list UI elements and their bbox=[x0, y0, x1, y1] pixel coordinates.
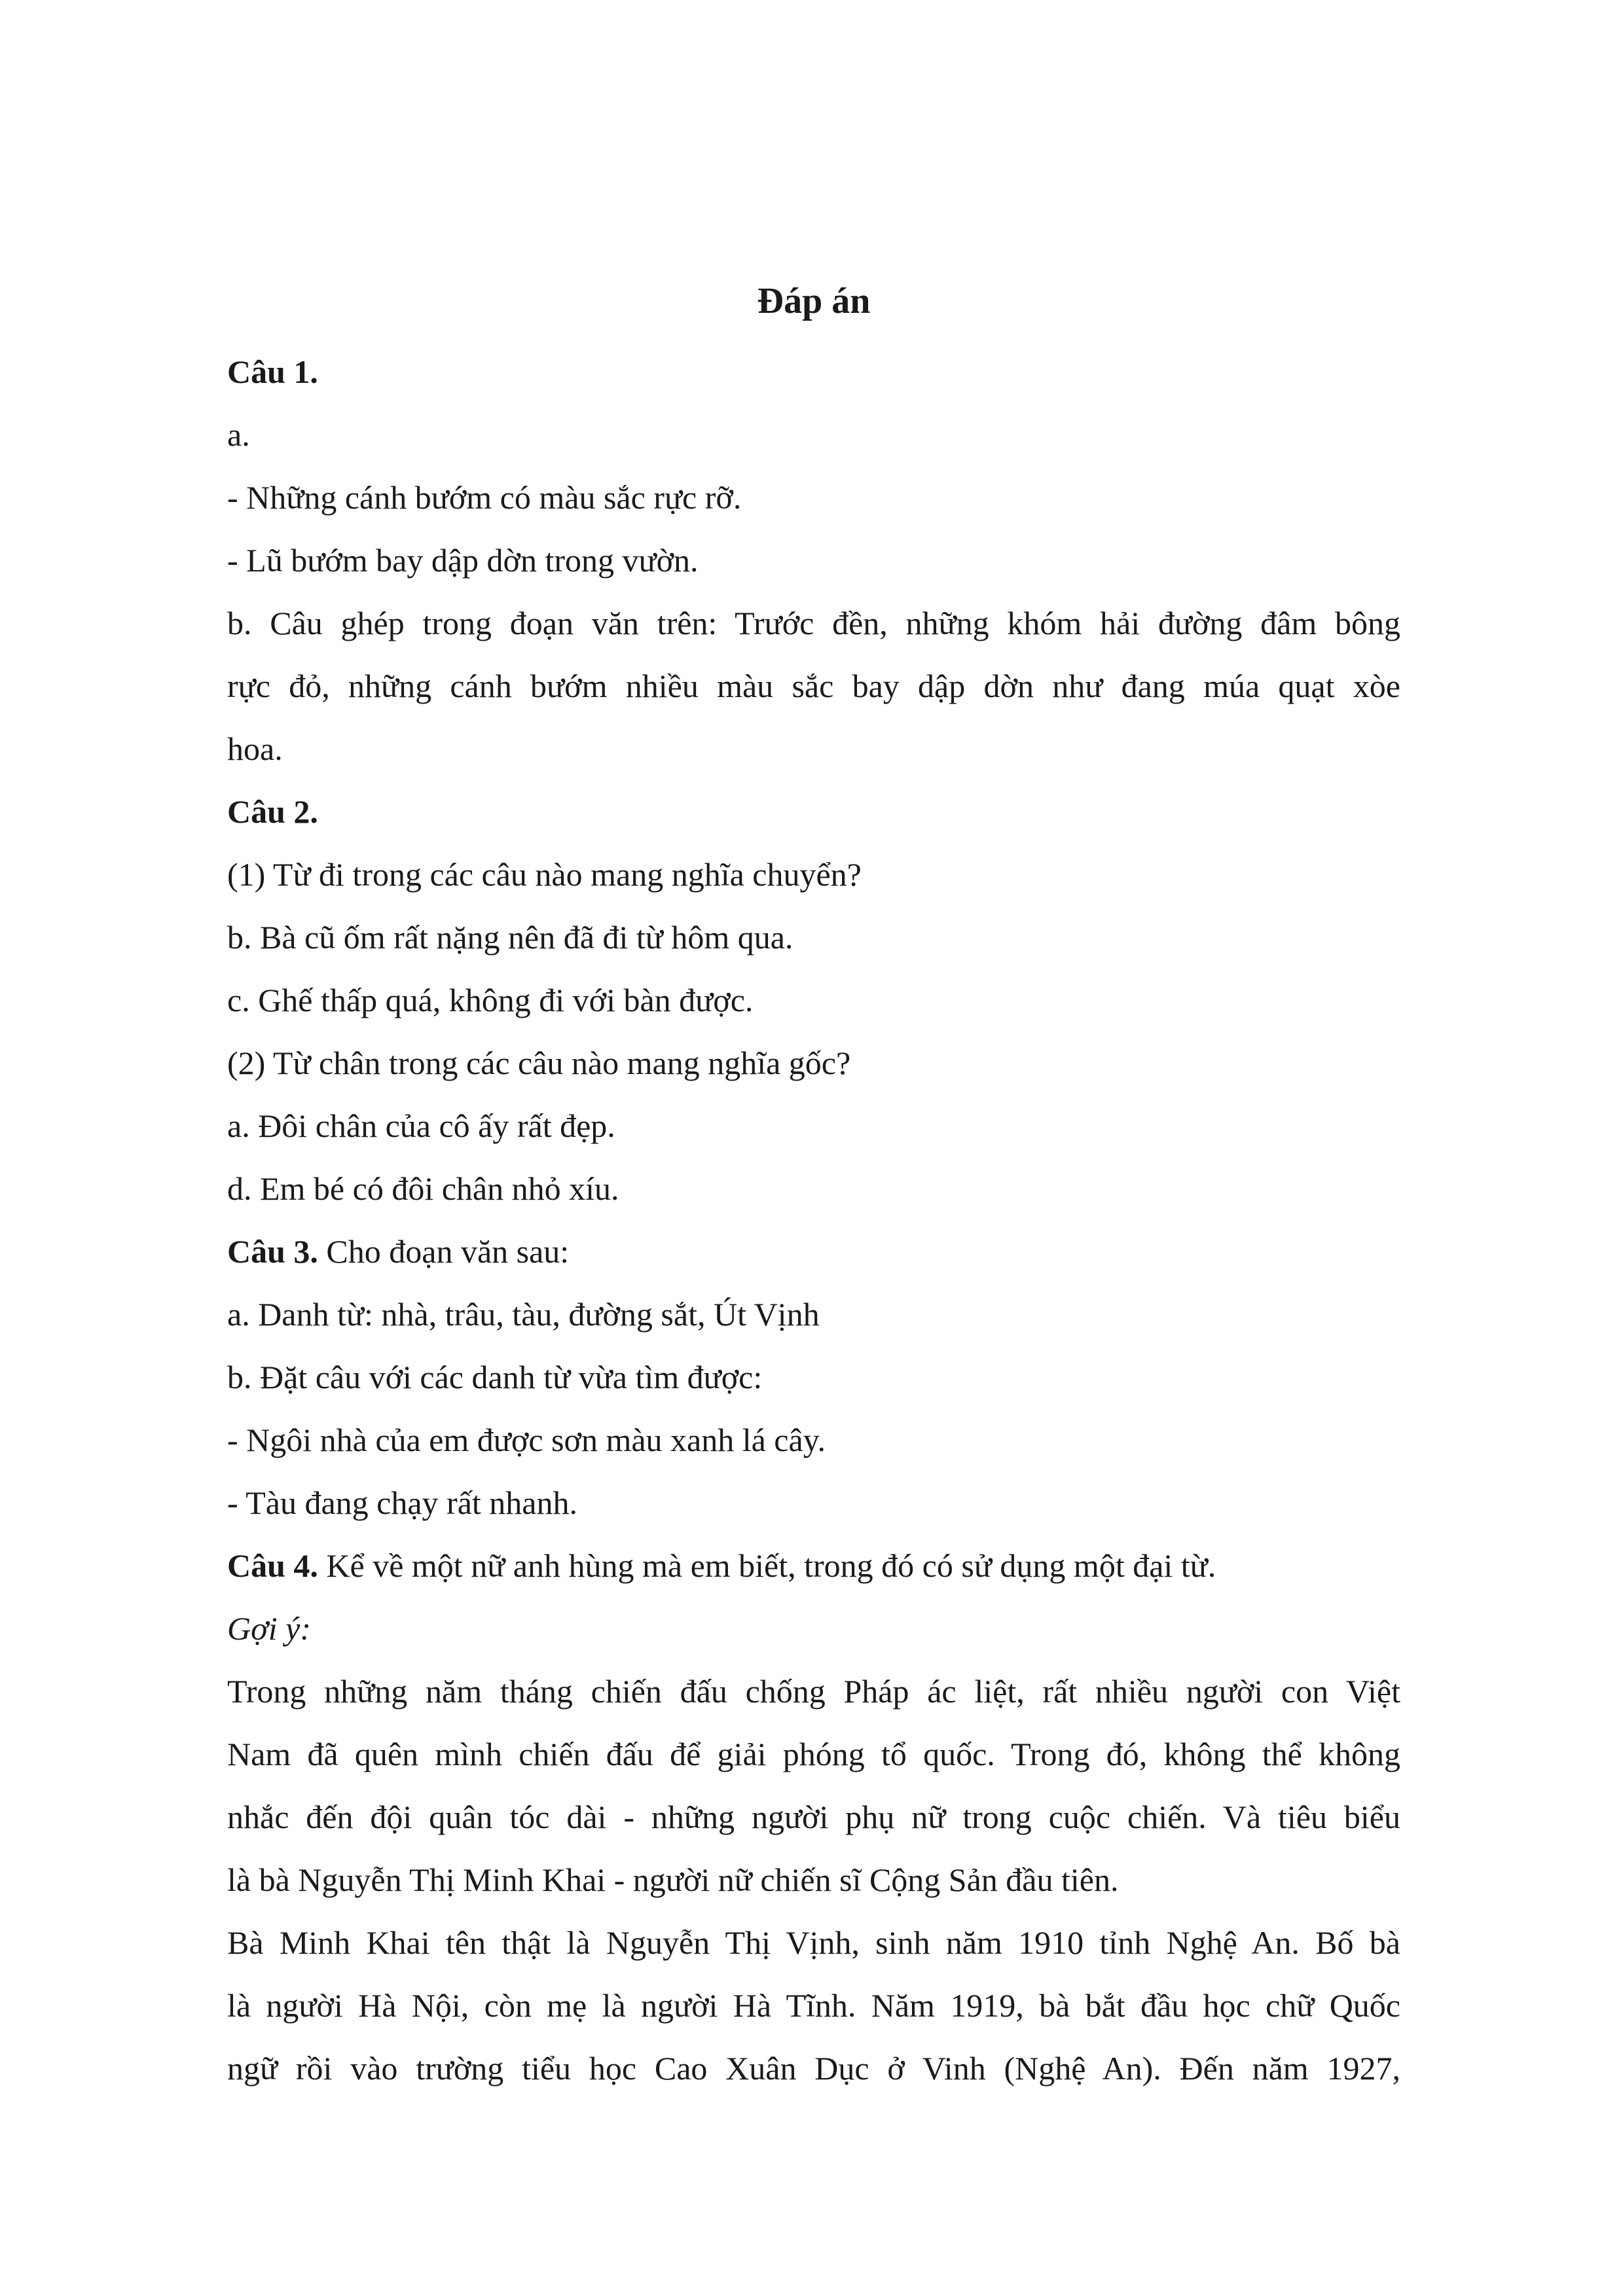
question-3-answer-line: b. Đặt câu với các danh từ vừa tìm được: bbox=[227, 1359, 763, 1395]
page-title: Đáp án bbox=[757, 281, 871, 321]
question-4-paragraph-line: nhắc đến đội quân tóc dài - những người phụ nữ trong cuộc chiến. Và tiêu biểu bbox=[227, 1799, 1400, 1835]
question-1-part-b-line: rực đỏ, những cánh bướm nhiều màu sắc bay dập dờn như đang múa quạt xòe bbox=[227, 668, 1400, 704]
question-4-heading: Câu 4. bbox=[227, 1547, 318, 1584]
question-4-paragraph-line: là người Hà Nội, còn mẹ là người Hà Tĩnh. Năm 1919, bà bắt đầu học chữ Quốc bbox=[227, 1987, 1400, 2024]
answer-body bbox=[227, 340, 1400, 2100]
question-3-heading-line bbox=[227, 1220, 1400, 1283]
question-4-paragraph-line: Trong những năm tháng chiến đấu chống Pháp ác liệt, rất nhiều người con Việt bbox=[227, 1673, 1400, 1710]
question-1-part-a-label: a. bbox=[227, 416, 250, 453]
question-4-heading-line bbox=[227, 1534, 1400, 1597]
question-2-sub-question: (1) Từ đi trong các câu nào mang nghĩa chuyển? bbox=[227, 856, 862, 893]
question-3-example-sentence: - Ngôi nhà của em được sơn màu xanh lá cây. bbox=[227, 1422, 826, 1458]
question-4-hint-label: Gợi ý: bbox=[227, 1610, 312, 1647]
question-4-prompt: Kể về một nữ anh hùng mà em biết, trong đó có sử dụng một đại từ. bbox=[318, 1547, 1216, 1584]
question-2-heading: Câu 2. bbox=[227, 793, 318, 830]
question-3-answer-line: a. Danh từ: nhà, trâu, tàu, đường sắt, Út Vịnh bbox=[227, 1296, 820, 1333]
question-4-paragraph-line: ngữ rồi vào trường tiểu học Cao Xuân Dục ở Vinh (Nghệ An). Đến năm 1927, bbox=[227, 2050, 1400, 2087]
question-4-paragraph-line: là bà Nguyễn Thị Minh Khai - người nữ chiến sĩ Cộng Sản đầu tiên. bbox=[227, 1861, 1119, 1898]
question-2-answer-line: b. Bà cũ ốm rất nặng nên đã đi từ hôm qua. bbox=[227, 919, 793, 956]
question-4-paragraph-line: Nam đã quên mình chiến đấu để giải phóng tổ quốc. Trong đó, không thể không bbox=[227, 1736, 1400, 1772]
question-1-answer-line: - Lũ bướm bay dập dờn trong vườn. bbox=[227, 542, 699, 579]
question-1-part-b-line: hoa. bbox=[227, 730, 283, 767]
question-3-heading: Câu 3. bbox=[227, 1233, 318, 1270]
question-2-sub-question: (2) Từ chân trong các câu nào mang nghĩa gốc? bbox=[227, 1045, 851, 1081]
question-2-answer-line: c. Ghế thấp quá, không đi với bàn được. bbox=[227, 982, 754, 1018]
question-2-answer-line: d. Em bé có đôi chân nhỏ xíu. bbox=[227, 1170, 619, 1207]
question-1-heading: Câu 1. bbox=[227, 353, 318, 390]
question-2-answer-line: a. Đôi chân của cô ấy rất đẹp. bbox=[227, 1107, 615, 1144]
question-1-part-b-line: b. Câu ghép trong đoạn văn trên: Trước đền, những khóm hải đường đâm bông bbox=[227, 605, 1400, 641]
question-4-paragraph-line: Bà Minh Khai tên thật là Nguyễn Thị Vịnh, sinh năm 1910 tỉnh Nghệ An. Bố bà bbox=[227, 1924, 1400, 1961]
question-3-prompt: Cho đoạn văn sau: bbox=[318, 1233, 570, 1270]
question-1-answer-line: - Những cánh bướm có màu sắc rực rỡ. bbox=[227, 479, 742, 516]
question-3-example-sentence: - Tàu đang chạy rất nhanh. bbox=[227, 1484, 577, 1521]
